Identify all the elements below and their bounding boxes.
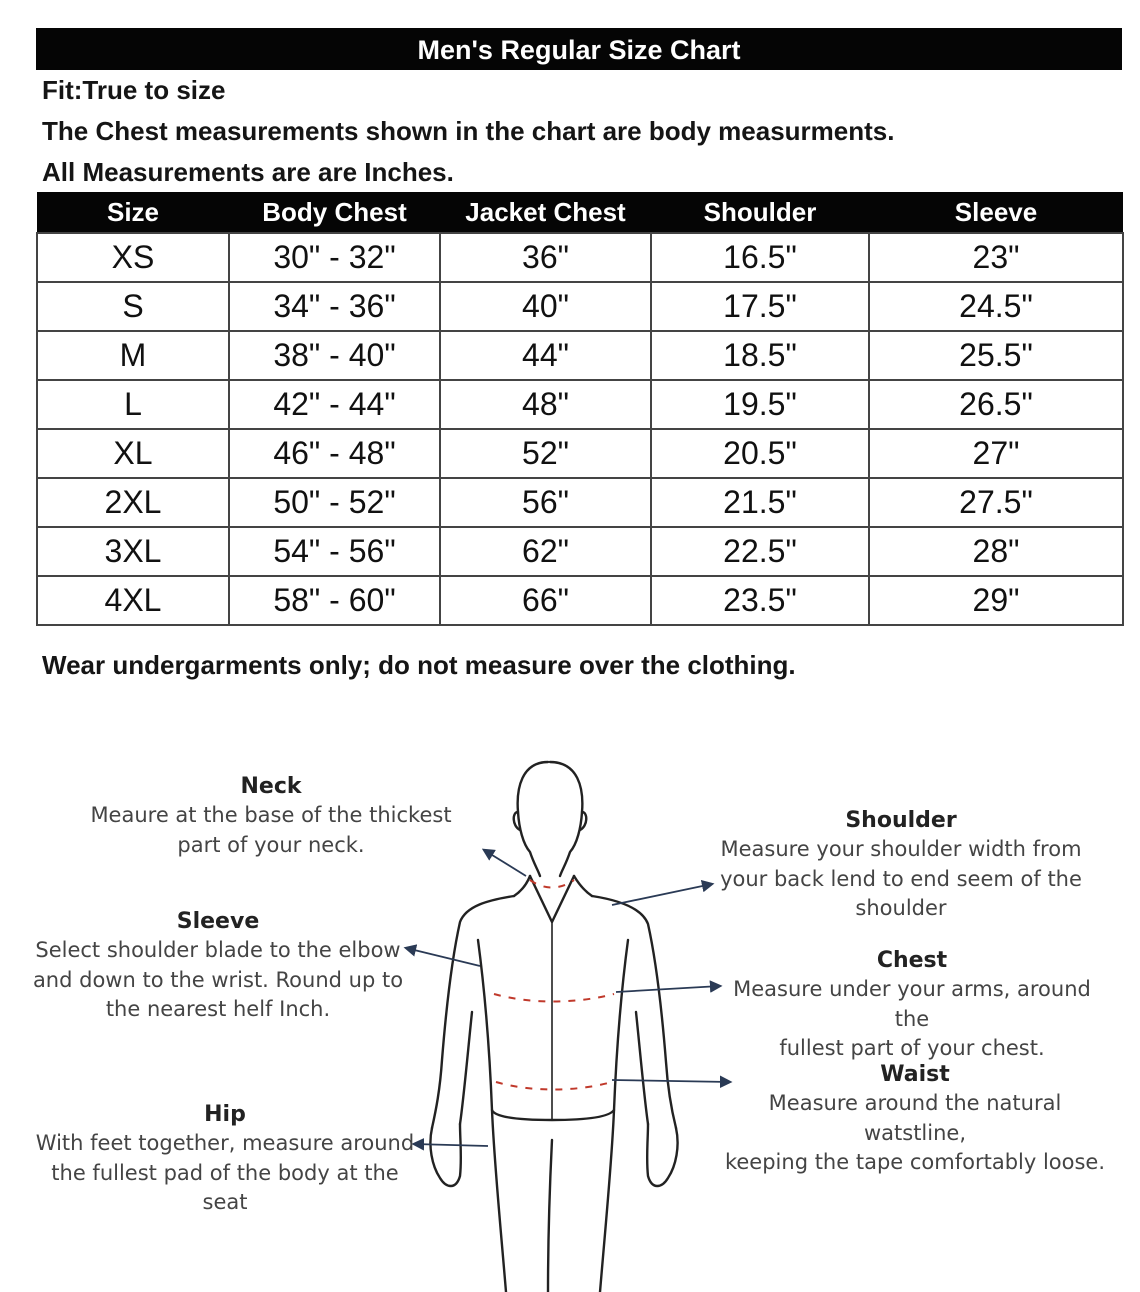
size-table bbox=[36, 192, 1124, 626]
collar bbox=[530, 876, 574, 922]
column-header-sleeve: Sleeve bbox=[869, 192, 1123, 233]
chest-measurement-note: The Chest measurements shown in the chart are body measurments. bbox=[42, 116, 895, 146]
sleeve-desc-line-1: Select shoulder blade to the elbow bbox=[35, 938, 401, 962]
hip-desc-line-2: the fullest pad of the body at the seat bbox=[51, 1160, 399, 1214]
units-note: All Measurements are are Inches. bbox=[42, 157, 454, 187]
chest-tape bbox=[494, 994, 614, 1002]
callout-arrows bbox=[406, 850, 730, 1146]
table-header-row bbox=[37, 192, 1123, 233]
table-row bbox=[37, 478, 1123, 527]
body-chest-cell: 46" - 48" bbox=[229, 429, 440, 478]
sleeve-cell: 26.5" bbox=[869, 380, 1123, 429]
shoulder-cell: 17.5" bbox=[651, 282, 869, 331]
column-header-body-chest: Body Chest bbox=[229, 192, 440, 233]
head-left-outline bbox=[518, 762, 548, 876]
body-chest-cell: 58" - 60" bbox=[229, 576, 440, 625]
table-row bbox=[37, 331, 1123, 380]
sleeve-cell: 29" bbox=[869, 576, 1123, 625]
sleeve-cell: 27" bbox=[869, 429, 1123, 478]
collar-right bbox=[574, 876, 592, 896]
hip-arrow bbox=[414, 1144, 488, 1146]
waist-arrow bbox=[612, 1080, 730, 1082]
waist-title: Waist bbox=[880, 1062, 950, 1087]
right-arm-outer bbox=[592, 896, 676, 1128]
size-cell: XS bbox=[37, 233, 229, 282]
hip-callout bbox=[28, 1100, 422, 1218]
shoulder-cell: 20.5" bbox=[651, 429, 869, 478]
shoulder-cell: 21.5" bbox=[651, 478, 869, 527]
jacket-chest-cell: 62" bbox=[440, 527, 651, 576]
sleeve-cell: 23" bbox=[869, 233, 1123, 282]
table-row bbox=[37, 282, 1123, 331]
chest-arrow bbox=[616, 986, 720, 992]
table-row bbox=[37, 429, 1123, 478]
right-hand bbox=[647, 1124, 677, 1186]
neck-title: Neck bbox=[240, 774, 302, 799]
body-chest-cell: 42" - 44" bbox=[229, 380, 440, 429]
left-hand bbox=[430, 1124, 460, 1186]
torso-outline bbox=[478, 940, 628, 1120]
sleeve-arrow bbox=[406, 948, 480, 966]
waist-tape bbox=[496, 1082, 612, 1090]
chest-desc-line-2: fullest part of your chest. bbox=[779, 1036, 1045, 1060]
table-row bbox=[37, 527, 1123, 576]
shoulder-desc-line-1: Measure your shoulder width from bbox=[720, 837, 1082, 861]
body-chest-cell: 54" - 56" bbox=[229, 527, 440, 576]
sleeve-title: Sleeve bbox=[176, 909, 260, 934]
sleeve-cell: 28" bbox=[869, 527, 1123, 576]
size-cell: L bbox=[37, 380, 229, 429]
table-row bbox=[37, 576, 1123, 625]
sleeve-cell: 27.5" bbox=[869, 478, 1123, 527]
size-cell: 3XL bbox=[37, 527, 229, 576]
neck-desc-line-1: Meaure at the base of the thickest bbox=[90, 803, 452, 827]
body-chest-cell: 34" - 36" bbox=[229, 282, 440, 331]
sleeve-desc-line-2: and down to the wrist. Round up to bbox=[32, 967, 404, 992]
shoulder-cell: 18.5" bbox=[651, 331, 869, 380]
body-chest-cell: 38" - 40" bbox=[229, 331, 440, 380]
neck-callout bbox=[90, 772, 452, 860]
chest-title: Chest bbox=[876, 948, 948, 973]
size-cell: 2XL bbox=[37, 478, 229, 527]
right-arm-inner bbox=[636, 1012, 648, 1124]
column-header-shoulder: Shoulder bbox=[651, 192, 869, 233]
neck-arrow bbox=[484, 850, 526, 876]
shoulder-arrow bbox=[612, 884, 712, 905]
size-cell: M bbox=[37, 331, 229, 380]
sleeve-cell: 25.5" bbox=[869, 331, 1123, 380]
jacket-chest-cell: 40" bbox=[440, 282, 651, 331]
neck-tape bbox=[530, 880, 574, 888]
table-row bbox=[37, 233, 1123, 282]
body-chest-cell: 50" - 52" bbox=[229, 478, 440, 527]
neck-desc-line-2: part of your neck. bbox=[177, 832, 365, 857]
column-header-size: Size bbox=[37, 192, 229, 233]
waist-desc-line-2: keeping the tape comfortably loose. bbox=[724, 1150, 1106, 1174]
shoulder-title: Shoulder bbox=[845, 808, 957, 833]
waist-callout bbox=[724, 1060, 1106, 1178]
shoulder-cell: 16.5" bbox=[651, 233, 869, 282]
jacket-chest-cell: 48" bbox=[440, 380, 651, 429]
shoulder-cell: 23.5" bbox=[651, 576, 869, 625]
jacket-chest-cell: 56" bbox=[440, 478, 651, 527]
body-chest-cell: 30" - 32" bbox=[229, 233, 440, 282]
chest-desc-line-1: Measure under your arms, around the bbox=[733, 977, 1091, 1031]
shoulder-desc-line-2: your back lend to end seem of the bbox=[720, 866, 1082, 891]
left-arm-inner bbox=[460, 1012, 472, 1124]
collar-left bbox=[514, 876, 530, 896]
left-leg-outer bbox=[492, 1110, 506, 1292]
waist-desc-line-1: Measure around the natural watstline, bbox=[768, 1091, 1062, 1145]
jacket-chest-cell: 36" bbox=[440, 233, 651, 282]
sleeve-desc-line-3: the nearest helf Inch. bbox=[105, 997, 331, 1021]
wear-note: Wear undergarments only; do not measure over the clothing. bbox=[42, 650, 796, 680]
shoulder-cell: 22.5" bbox=[651, 527, 869, 576]
measurement-tapes bbox=[494, 880, 614, 1090]
jacket-chest-cell: 66" bbox=[440, 576, 651, 625]
size-cell: S bbox=[37, 282, 229, 331]
right-leg-outer bbox=[600, 1110, 614, 1292]
chest-callout bbox=[722, 946, 1102, 1064]
size-cell: XL bbox=[37, 429, 229, 478]
table-row bbox=[37, 380, 1123, 429]
jacket-chest-cell: 52" bbox=[440, 429, 651, 478]
hip-title: Hip bbox=[204, 1102, 246, 1127]
shoulder-callout bbox=[716, 806, 1086, 924]
inner-leg bbox=[548, 1140, 552, 1292]
head-right-outline bbox=[550, 762, 582, 876]
hip-desc-line-1: With feet together, measure around bbox=[35, 1131, 415, 1155]
shoulder-desc-line-3: shoulder bbox=[855, 896, 947, 920]
shoulder-cell: 19.5" bbox=[651, 380, 869, 429]
jacket-chest-cell: 44" bbox=[440, 331, 651, 380]
sleeve-callout bbox=[30, 907, 406, 1025]
chart-title: Men's Regular Size Chart bbox=[36, 28, 1122, 70]
column-header-jacket-chest: Jacket Chest bbox=[440, 192, 651, 233]
fit-note: Fit:True to size bbox=[42, 75, 226, 105]
sleeve-cell: 24.5" bbox=[869, 282, 1123, 331]
measurement-guide bbox=[0, 700, 1140, 1292]
body-outline bbox=[430, 762, 677, 1292]
size-cell: 4XL bbox=[37, 576, 229, 625]
